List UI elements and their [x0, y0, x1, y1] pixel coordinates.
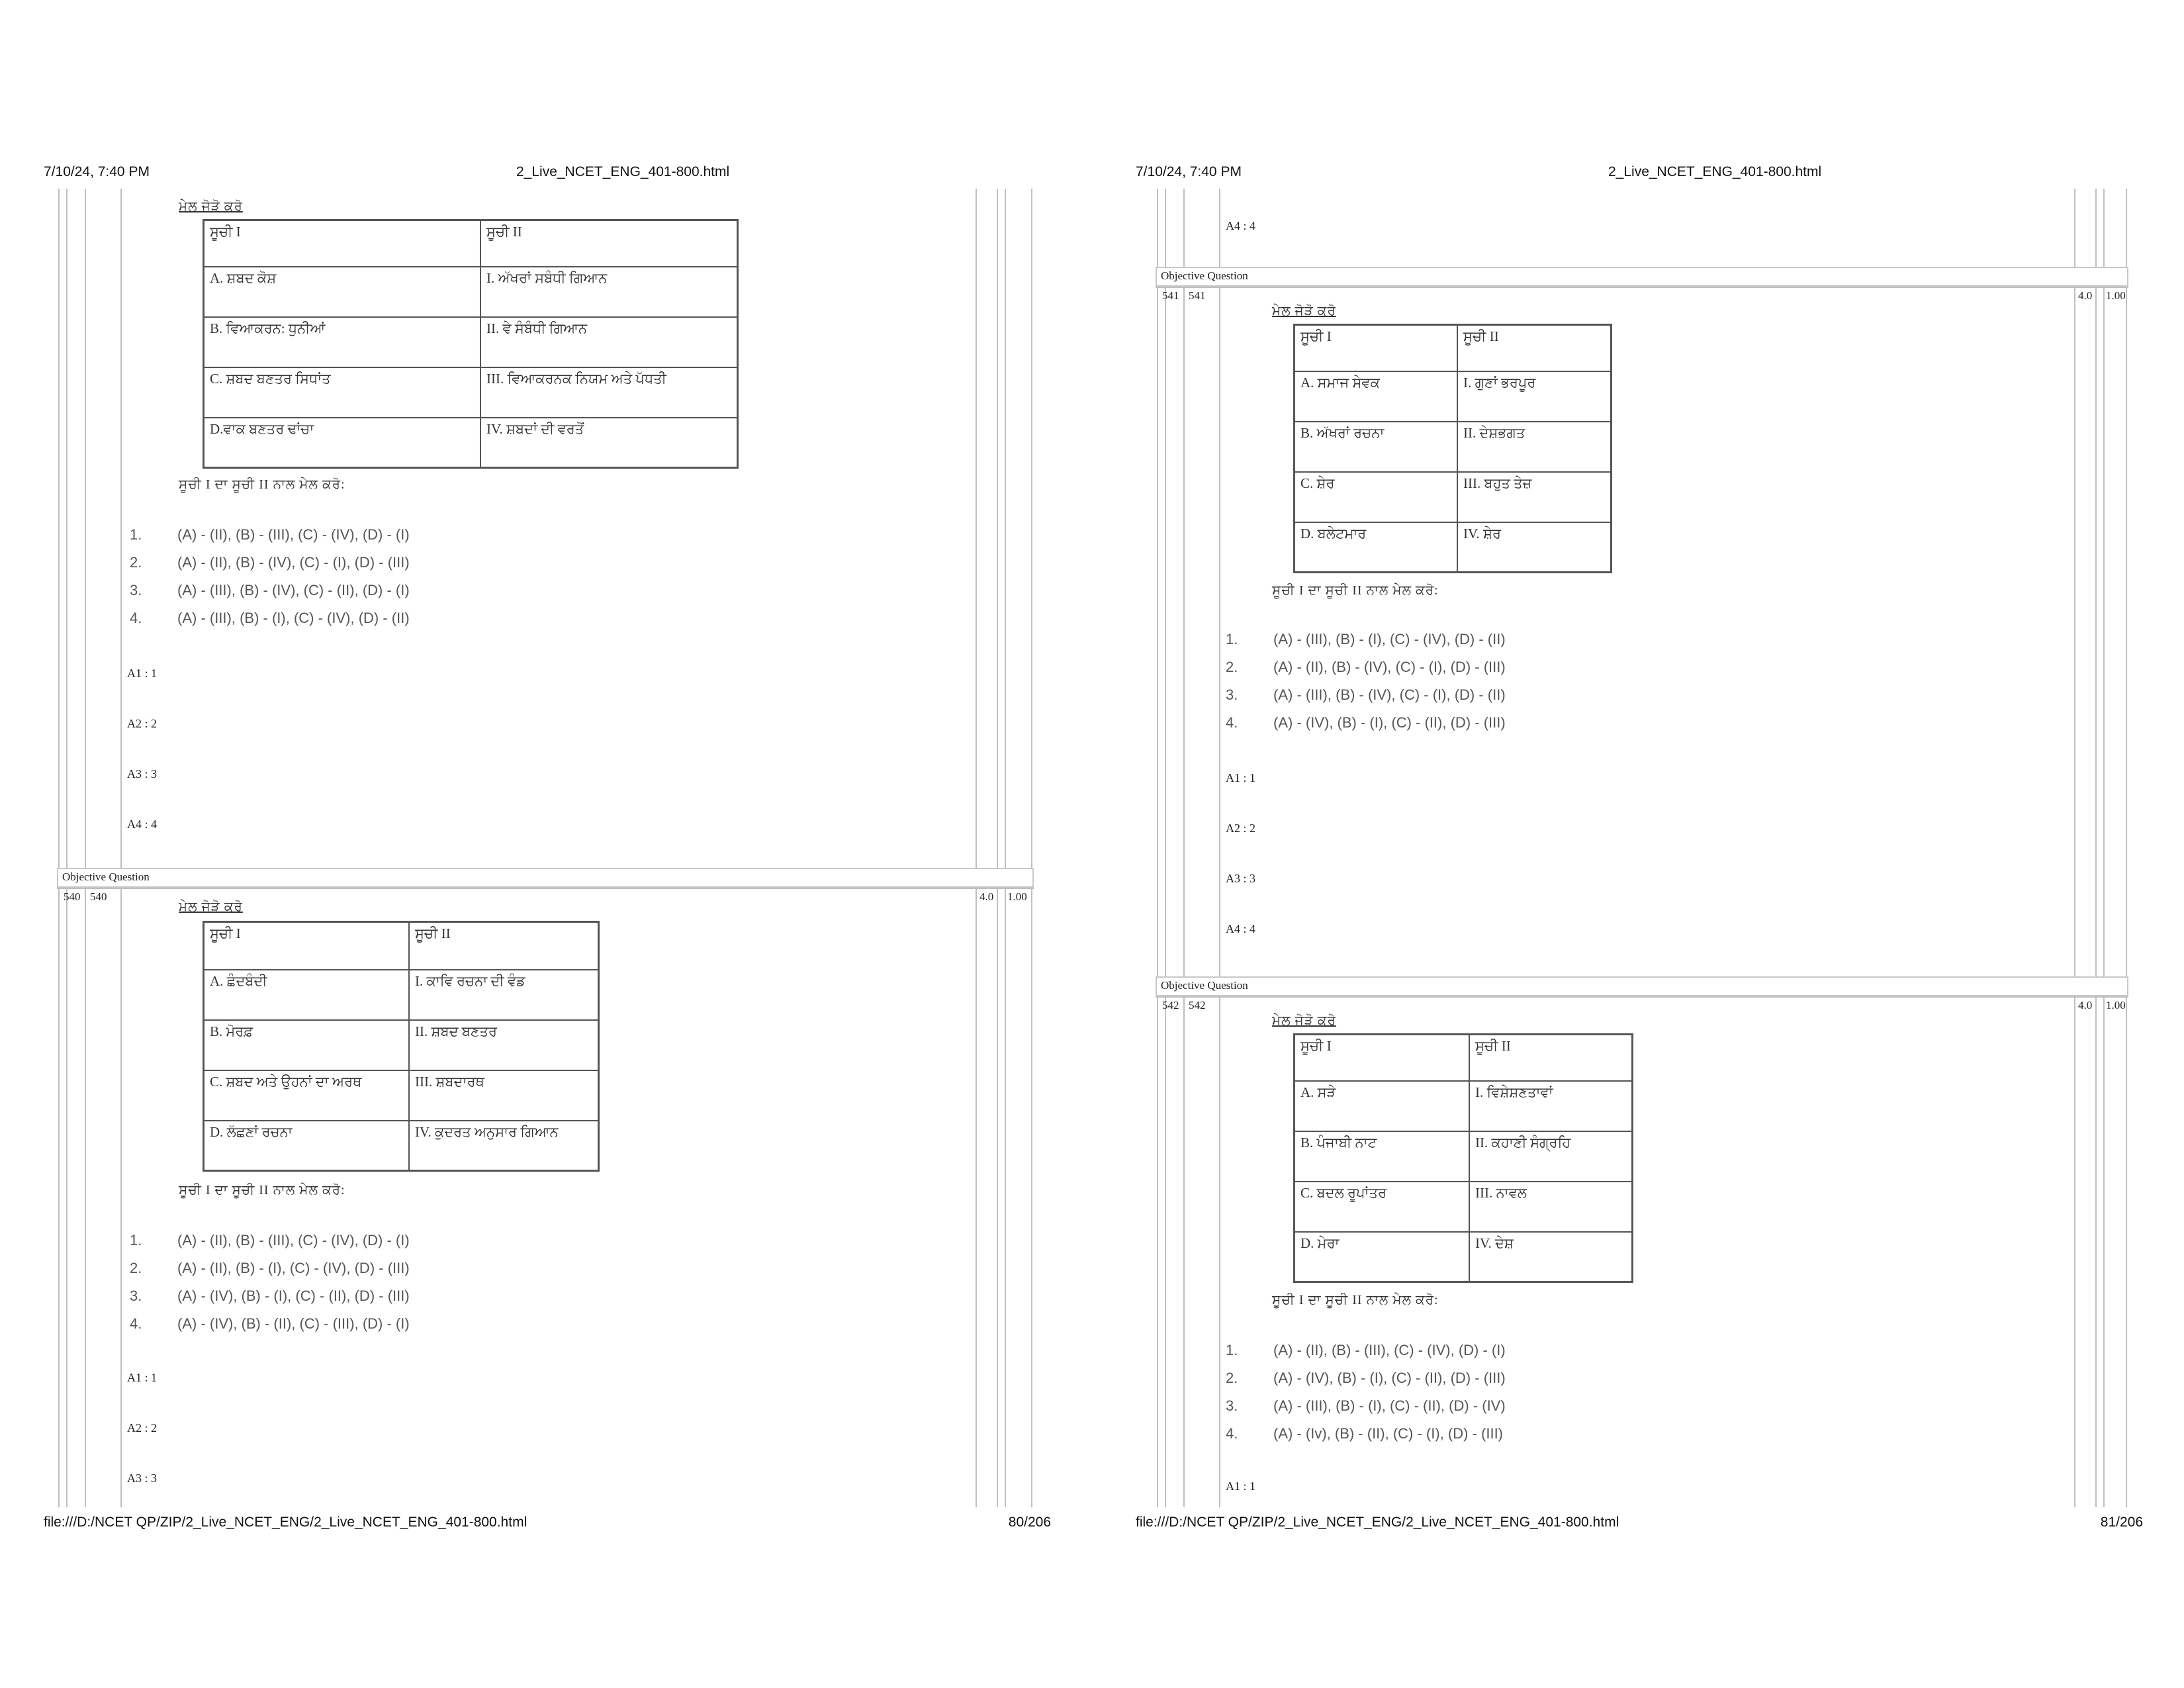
right-page [1092, 0, 2184, 1688]
instruction: ਮੇਲ ਜੋੜੋ ਕਰੋ [1272, 1013, 1336, 1028]
footer-page-number: 81/206 [2100, 1515, 2143, 1530]
match-question: ਸੂਚੀ I ਦਾ ਸੂਚੀ II ਨਾਲ ਮੇਲ ਕਰੋ: [179, 1183, 345, 1197]
option-text: (A) - (II), (B) - (IV), (C) - (I), (D) - (III) [177, 554, 410, 571]
list2-header: ਸੂਚੀ II [1457, 325, 1612, 371]
table-cell: IV. ਸ਼ੇਰ [1457, 522, 1612, 573]
marks: 4.0 [2078, 999, 2093, 1011]
table-cell: D. ਮੇਰਾ [1295, 1232, 1470, 1282]
question-number: 541 [1162, 289, 1179, 302]
table-cell: C. ਬਦਲ ਰੂਪਾਂਤਰ [1295, 1182, 1470, 1232]
match-question: ਸੂਚੀ I ਦਾ ਸੂਚੀ II ਨਾਲ ਮੇਲ ਕਰੋ: [1272, 583, 1439, 598]
option-number: 2. [1226, 1370, 1238, 1386]
option-text: (A) - (III), (B) - (I), (C) - (IV), (D) - (II) [1273, 631, 1506, 647]
match-question: ਸੂਚੀ I ਦਾ ਸੂਚੀ II ਨਾਲ ਮੇਲ ਕਰੋ: [179, 477, 345, 492]
option-number: 1. [130, 1232, 142, 1248]
table-cell: IV. ਕੁਦਰਤ ਅਨੁਸਾਰ ਗਿਆਨ [409, 1121, 599, 1171]
option-number: 1. [130, 526, 142, 543]
table-cell: B. ਪੰਜਾਬੀ ਨਾਟ [1295, 1131, 1470, 1182]
question-type-header [1156, 976, 2128, 996]
option-number: 2. [130, 1260, 142, 1276]
footer-page-number: 80/206 [1008, 1515, 1051, 1530]
instruction: ਮੇਲ ਜੋੜੋ ਕਰੋ [179, 199, 243, 214]
table-cell: III. ਨਾਵਲ [1469, 1182, 1633, 1232]
option-text: (A) - (IV), (B) - (I), (C) - (II), (D) - (III) [1273, 714, 1506, 731]
answer-4: A4 : 4 [127, 818, 157, 831]
question-id: 541 [1189, 289, 1206, 302]
option-text: (A) - (II), (B) - (III), (C) - (IV), (D) - (I) [1273, 1342, 1506, 1358]
table-cell: D. ਬਲੇਟਮਾਰ [1295, 522, 1458, 573]
instruction: ਮੇਲ ਜੋੜੋ ਕਰੋ [1272, 304, 1336, 318]
list1-header: ਸੂਚੀ I [204, 220, 481, 267]
table-cell: I. ਗੁਣਾਂ ਭਰਪੂਰ [1457, 371, 1612, 422]
question-type-header [1156, 267, 2128, 287]
table-cell: III. ਬਹੁਤ ਤੇਜ਼ [1457, 472, 1612, 522]
table-cell: I. ਅੱਖਰਾਂ ਸਬੰਧੀ ਗਿਆਨ [480, 267, 738, 317]
match-table [203, 921, 600, 1172]
table-cell: III. ਸ਼ਬਦਾਰਥ [409, 1070, 599, 1121]
option-number: 4. [130, 610, 142, 626]
list1-header: ਸੂਚੀ I [204, 922, 410, 970]
list1-header: ਸੂਚੀ I [1295, 1035, 1470, 1081]
table-cell: II. ਕਹਾਣੀ ਸੰਗ੍ਰਹਿ [1469, 1131, 1633, 1182]
option-number: 2. [1226, 659, 1238, 675]
footer-path: file:///D:/NCET QP/ZIP/2_Live_NCET_ENG/2_Live_NCET_ENG_401-800.html [1136, 1515, 1619, 1530]
option-text: (A) - (IV), (B) - (I), (C) - (II), (D) - (III) [1273, 1370, 1506, 1386]
option-number: 3. [1226, 686, 1238, 703]
table-cell: IV. ਸ਼ਬਦਾਂ ਦੀ ਵਰਤੋਂ [480, 418, 738, 468]
table-cell: II. ਦੇਸ਼ਭਗਤ [1457, 422, 1612, 472]
answer-1: A1 : 1 [127, 1371, 157, 1384]
answer-1: A1 : 1 [127, 667, 157, 680]
table-cell: A. ਸੜੇ [1295, 1081, 1470, 1131]
table-cell: A. ਸ਼ਬਦ ਕੋਸ਼ [204, 267, 481, 317]
option-text: (A) - (III), (B) - (I), (C) - (IV), (D) - (II) [177, 610, 410, 626]
option-number: 1. [1226, 631, 1238, 647]
table-cell: B. ਵਿਆਕਰਨ: ਧੁਨੀਆਂ [204, 317, 481, 367]
question-type-label: Objective Question [62, 870, 150, 883]
answer-3: A3 : 3 [127, 1472, 157, 1485]
option-number: 1. [1226, 1342, 1238, 1358]
question-number: 542 [1162, 999, 1179, 1011]
answer-1: A1 : 1 [1226, 1479, 1255, 1493]
answer-4: A4 : 4 [1226, 922, 1255, 935]
negative-marks: 1.00 [1007, 890, 1027, 903]
answer-3: A3 : 3 [1226, 872, 1255, 885]
table-cell: C. ਸ਼ਬਦ ਅਤੇ ਉਹਨਾਂ ਦਾ ਅਰਥ [204, 1070, 410, 1121]
list2-header: ਸੂਚੀ II [1469, 1035, 1633, 1081]
table-cell: D.ਵਾਕ ਬਣਤਰ ਢਾਂਚਾ [204, 418, 481, 468]
option-text: (A) - (II), (B) - (III), (C) - (IV), (D) - (I) [177, 526, 410, 543]
header-date: 7/10/24, 7:40 PM [1136, 164, 1242, 179]
marks: 4.0 [2078, 289, 2093, 302]
answer-2: A2 : 2 [127, 717, 157, 730]
option-text: (A) - (III), (B) - (IV), (C) - (I), (D) - (II) [1273, 686, 1506, 703]
table-cell: C. ਸ਼ਬਦ ਬਣਤਰ ਸਿਧਾਂਤ [204, 367, 481, 418]
table-cell: I. ਕਾਵਿ ਰਚਨਾ ਦੀ ਵੰਡ [409, 970, 599, 1020]
question-541-block [1156, 287, 2128, 990]
question-type-header [57, 868, 1034, 888]
question-539-block [57, 189, 1034, 864]
match-table [203, 219, 739, 469]
option-number: 4. [1226, 1425, 1238, 1442]
table-cell: C. ਸ਼ੇਰ [1295, 472, 1458, 522]
option-number: 4. [1226, 714, 1238, 731]
option-text: (A) - (IV), (B) - (I), (C) - (II), (D) - (III) [177, 1288, 410, 1304]
question-id: 540 [90, 890, 107, 903]
table-cell: A. ਸਮਾਜ ਸੇਵਕ [1295, 371, 1458, 422]
option-number: 4. [130, 1315, 142, 1332]
answer-2: A2 : 2 [1226, 821, 1255, 835]
match-table [1293, 1033, 1633, 1283]
option-number: 2. [130, 554, 142, 571]
list2-header: ਸੂਚੀ II [409, 922, 599, 970]
option-text: (A) - (III), (B) - (I), (C) - (II), (D) - (IV) [1273, 1397, 1506, 1414]
question-frame [57, 189, 1034, 1507]
option-number: 3. [130, 582, 142, 598]
question-540-block [57, 888, 1034, 1507]
table-cell: I. ਵਿਸ਼ੇਸ਼ਣਤਾਵਾਂ [1469, 1081, 1633, 1131]
negative-marks: 1.00 [2106, 999, 2126, 1011]
answer-2: A2 : 2 [127, 1421, 157, 1434]
table-cell: II. ਵੇ ਸੰਬੰਧੀ ਗਿਆਨ [480, 317, 738, 367]
table-cell: III. ਵਿਆਕਰਨਕ ਨਿਯਮ ਅਤੇ ਪੱਧਤੀ [480, 367, 738, 418]
option-number: 3. [130, 1288, 142, 1304]
table-cell: D. ਲੱਛਣਾਂ ਰਚਨਾ [204, 1121, 410, 1171]
question-frame [1156, 189, 2128, 1507]
list2-header: ਸੂਚੀ II [480, 220, 738, 267]
question-type-label: Objective Question [1161, 979, 1248, 992]
instruction: ਮੇਲ ਜੋੜੋ ਕਰੋ [179, 900, 243, 914]
option-text: (A) - (II), (B) - (IV), (C) - (I), (D) - (III) [1273, 659, 1506, 675]
header-title: 2_Live_NCET_ENG_401-800.html [1608, 164, 1822, 179]
question-number: 540 [64, 890, 81, 903]
footer-path: file:///D:/NCET QP/ZIP/2_Live_NCET_ENG/2_Live_NCET_ENG_401-800.html [44, 1515, 527, 1530]
list1-header: ਸੂਚੀ I [1295, 325, 1458, 371]
match-question: ਸੂਚੀ I ਦਾ ਸੂਚੀ II ਨਾਲ ਮੇਲ ਕਰੋ: [1272, 1293, 1439, 1307]
answer-3: A3 : 3 [127, 767, 157, 780]
answer-4: A4 : 4 [1226, 219, 1255, 232]
table-cell: B. ਅੱਖਰਾਂ ਰਚਨਾ [1295, 422, 1458, 472]
answer-1: A1 : 1 [1226, 771, 1255, 784]
question-type-label: Objective Question [1161, 269, 1248, 282]
table-cell: II. ਸ਼ਬਦ ਬਣਤਰ [409, 1020, 599, 1070]
header-title: 2_Live_NCET_ENG_401-800.html [516, 164, 730, 179]
option-text: (A) - (IV), (B) - (II), (C) - (III), (D) - (I) [177, 1315, 410, 1332]
header-date: 7/10/24, 7:40 PM [44, 164, 150, 179]
option-number: 3. [1226, 1397, 1238, 1414]
option-text: (A) - (II), (B) - (I), (C) - (IV), (D) - (III) [177, 1260, 410, 1276]
option-text: (A) - (III), (B) - (IV), (C) - (II), (D) - (I) [177, 582, 410, 598]
question-542-block [1156, 996, 2128, 1507]
negative-marks: 1.00 [2106, 289, 2126, 302]
table-cell: A. ਛੰਦਬੰਦੀ [204, 970, 410, 1020]
match-table [1293, 324, 1612, 573]
question-id: 542 [1189, 999, 1206, 1011]
option-text: (A) - (II), (B) - (III), (C) - (IV), (D) - (I) [177, 1232, 410, 1248]
table-cell: IV. ਦੇਸ਼ [1469, 1232, 1633, 1282]
table-cell: B. ਮੋਰਫ਼ [204, 1020, 410, 1070]
marks: 4.0 [979, 890, 994, 903]
option-text: (A) - (Iv), (B) - (II), (C) - (I), (D) - (III) [1273, 1425, 1504, 1442]
